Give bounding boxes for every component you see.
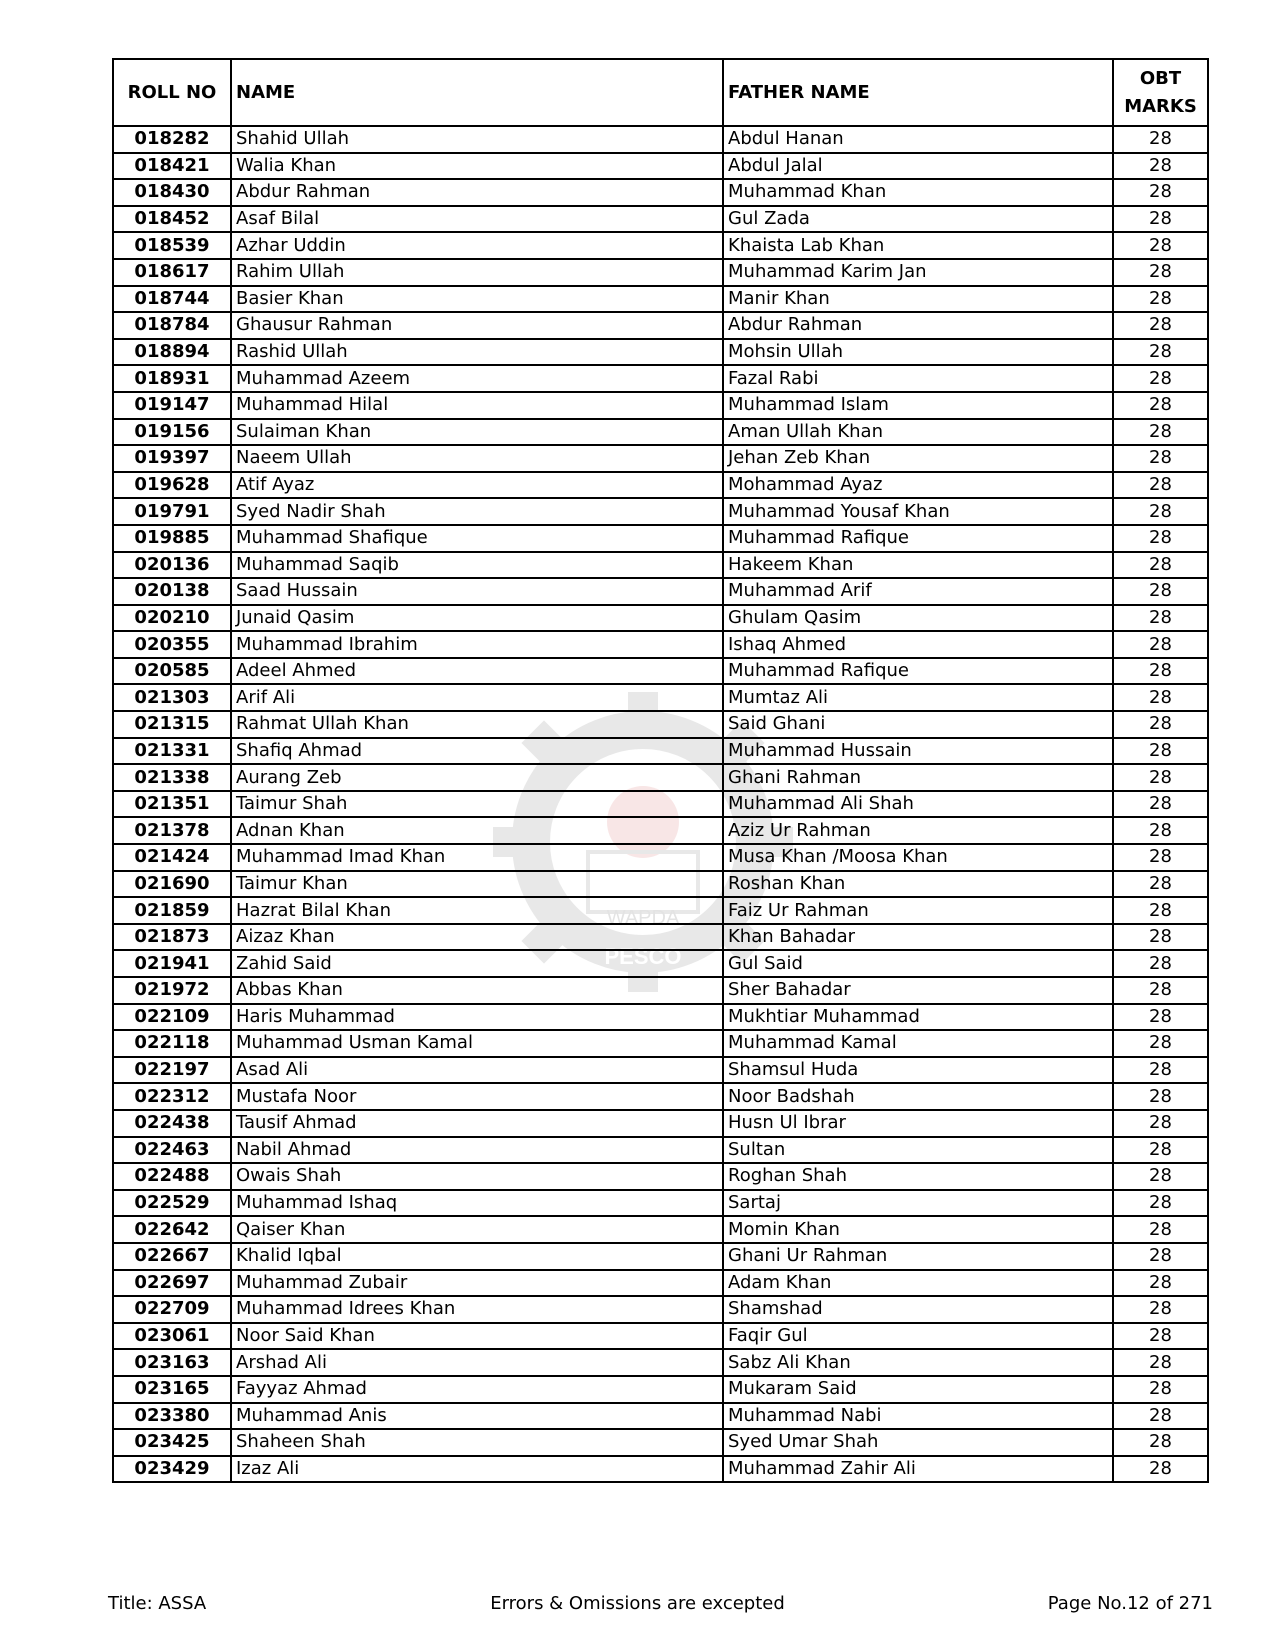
table-row [113,605,1208,632]
father-name-cell: Mukaram Said [723,1376,1113,1403]
father-name-cell: Muhammad Arif [723,578,1113,605]
obt-marks-cell: 28 [1113,1030,1208,1057]
roll-no-cell: 022197 [113,1057,231,1084]
obt-marks-cell: 28 [1113,924,1208,951]
header-marks: MARKS [1124,95,1197,117]
roll-no-cell: 023425 [113,1429,231,1456]
name-cell: Haris Muhammad [231,1004,723,1031]
table-row [113,871,1208,898]
table-row [113,419,1208,446]
father-name-cell: Syed Umar Shah [723,1429,1113,1456]
obt-marks-cell: 28 [1113,1349,1208,1376]
father-name-cell: Ghani Rahman [723,764,1113,791]
father-name-cell: Sabz Ali Khan [723,1349,1113,1376]
father-name-cell: Sartaj [723,1190,1113,1217]
obt-marks-cell: 28 [1113,153,1208,180]
obt-marks-cell: 28 [1113,1456,1208,1483]
name-cell: Adnan Khan [231,817,723,844]
roll-no-cell: 022488 [113,1163,231,1190]
father-name-cell: Muhammad Kamal [723,1030,1113,1057]
father-name-cell: Muhammad Ali Shah [723,791,1113,818]
table-row [113,1163,1208,1190]
obt-marks-cell: 28 [1113,1429,1208,1456]
roll-no-cell: 021941 [113,950,231,977]
father-name-cell: Muhammad Rafique [723,658,1113,685]
obt-marks-cell: 28 [1113,259,1208,286]
obt-marks-cell: 28 [1113,498,1208,525]
obt-marks-cell: 28 [1113,1296,1208,1323]
table-row [113,658,1208,685]
table-row [113,445,1208,472]
father-name-cell: Ghani Ur Rahman [723,1243,1113,1270]
roll-no-cell: 020210 [113,605,231,632]
roll-no-cell: 021972 [113,977,231,1004]
father-name-cell: Aman Ullah Khan [723,419,1113,446]
father-name-cell: Muhammad Islam [723,392,1113,419]
roll-no-cell: 020136 [113,552,231,579]
obt-marks-cell: 28 [1113,897,1208,924]
roll-no-cell: 019628 [113,472,231,499]
table-row [113,259,1208,286]
obt-marks-cell: 28 [1113,1057,1208,1084]
obt-marks-cell: 28 [1113,286,1208,313]
name-cell: Rashid Ullah [231,339,723,366]
father-name-cell: Muhammad Nabi [723,1403,1113,1430]
roll-no-cell: 022667 [113,1243,231,1270]
page-footer [0,1593,1275,1619]
roll-no-cell: 021338 [113,764,231,791]
father-name-cell: Husn Ul Ibrar [723,1110,1113,1137]
header-father-name: FATHER NAME [723,59,1113,126]
father-name-cell: Faqir Gul [723,1323,1113,1350]
obt-marks-cell: 28 [1113,126,1208,153]
obt-marks-cell: 28 [1113,817,1208,844]
father-name-cell: Shamsul Huda [723,1057,1113,1084]
roll-no-cell: 021331 [113,738,231,765]
father-name-cell: Sultan [723,1137,1113,1164]
father-name-cell: Muhammad Khan [723,179,1113,206]
table-row [113,1216,1208,1243]
name-cell: Abdur Rahman [231,179,723,206]
table-row [113,1296,1208,1323]
roll-no-cell: 020138 [113,578,231,605]
father-name-cell: Muhammad Karim Jan [723,259,1113,286]
header-roll-no: ROLL NO [113,59,231,126]
table-row [113,950,1208,977]
father-name-cell: Mohsin Ullah [723,339,1113,366]
obt-marks-cell: 28 [1113,206,1208,233]
roll-no-cell: 018282 [113,126,231,153]
obt-marks-cell: 28 [1113,844,1208,871]
name-cell: Naeem Ullah [231,445,723,472]
father-name-cell: Khaista Lab Khan [723,232,1113,259]
table-row [113,126,1208,153]
obt-marks-cell: 28 [1113,578,1208,605]
father-name-cell: Abdur Rahman [723,312,1113,339]
roll-no-cell: 018784 [113,312,231,339]
name-cell: Muhammad Hilal [231,392,723,419]
obt-marks-cell: 28 [1113,472,1208,499]
name-cell: Asaf Bilal [231,206,723,233]
father-name-cell: Hakeem Khan [723,552,1113,579]
roll-no-cell: 018894 [113,339,231,366]
roll-no-cell: 018539 [113,232,231,259]
roll-no-cell: 022312 [113,1083,231,1110]
name-cell: Nabil Ahmad [231,1137,723,1164]
roll-no-cell: 023380 [113,1403,231,1430]
table-row [113,1137,1208,1164]
obt-marks-cell: 28 [1113,977,1208,1004]
table-row [113,339,1208,366]
obt-marks-cell: 28 [1113,1163,1208,1190]
roll-no-cell: 023061 [113,1323,231,1350]
name-cell: Fayyaz Ahmad [231,1376,723,1403]
father-name-cell: Manir Khan [723,286,1113,313]
name-cell: Taimur Khan [231,871,723,898]
table-row [113,153,1208,180]
results-table [112,58,1209,1483]
obt-marks-cell: 28 [1113,1243,1208,1270]
father-name-cell: Muhammad Rafique [723,525,1113,552]
name-cell: Hazrat Bilal Khan [231,897,723,924]
roll-no-cell: 021351 [113,791,231,818]
roll-no-cell: 021378 [113,817,231,844]
father-name-cell: Fazal Rabi [723,365,1113,392]
father-name-cell: Ghulam Qasim [723,605,1113,632]
obt-marks-cell: 28 [1113,392,1208,419]
roll-no-cell: 022118 [113,1030,231,1057]
header-obt-marks [1113,59,1208,126]
roll-no-cell: 021424 [113,844,231,871]
name-cell: Aurang Zeb [231,764,723,791]
table-row [113,578,1208,605]
name-cell: Tausif Ahmad [231,1110,723,1137]
table-row [113,1429,1208,1456]
table-row [113,1323,1208,1350]
table-row [113,1190,1208,1217]
roll-no-cell: 023429 [113,1456,231,1483]
obt-marks-cell: 28 [1113,1083,1208,1110]
name-cell: Ghausur Rahman [231,312,723,339]
obt-marks-cell: 28 [1113,764,1208,791]
father-name-cell: Roshan Khan [723,871,1113,898]
obt-marks-cell: 28 [1113,1323,1208,1350]
name-cell: Azhar Uddin [231,232,723,259]
roll-no-cell: 019397 [113,445,231,472]
obt-marks-cell: 28 [1113,525,1208,552]
obt-marks-cell: 28 [1113,950,1208,977]
table-row [113,1057,1208,1084]
table-row [113,392,1208,419]
obt-marks-cell: 28 [1113,605,1208,632]
father-name-cell: Muhammad Hussain [723,738,1113,765]
name-cell: Muhammad Azeem [231,365,723,392]
name-cell: Abbas Khan [231,977,723,1004]
name-cell: Muhammad Shafique [231,525,723,552]
table-row [113,738,1208,765]
roll-no-cell: 018617 [113,259,231,286]
table-row [113,977,1208,1004]
table-row [113,631,1208,658]
father-name-cell: Gul Zada [723,206,1113,233]
father-name-cell: Muhammad Yousaf Khan [723,498,1113,525]
obt-marks-cell: 28 [1113,419,1208,446]
father-name-cell: Said Ghani [723,711,1113,738]
father-name-cell: Muhammad Zahir Ali [723,1456,1113,1483]
roll-no-cell: 019885 [113,525,231,552]
obt-marks-cell: 28 [1113,631,1208,658]
table-row [113,1456,1208,1483]
table-row [113,1083,1208,1110]
table-row [113,232,1208,259]
roll-no-cell: 022438 [113,1110,231,1137]
father-name-cell: Mohammad Ayaz [723,472,1113,499]
father-name-cell: Gul Said [723,950,1113,977]
name-cell: Muhammad Imad Khan [231,844,723,871]
obt-marks-cell: 28 [1113,658,1208,685]
obt-marks-cell: 28 [1113,1270,1208,1297]
name-cell: Asad Ali [231,1057,723,1084]
obt-marks-cell: 28 [1113,684,1208,711]
header-obt: OBT [1139,67,1182,89]
roll-no-cell: 018452 [113,206,231,233]
father-name-cell: Musa Khan /Moosa Khan [723,844,1113,871]
obt-marks-cell: 28 [1113,365,1208,392]
name-cell: Arif Ali [231,684,723,711]
table-row [113,764,1208,791]
table-row [113,1030,1208,1057]
father-name-cell: Roghan Shah [723,1163,1113,1190]
obt-marks-cell: 28 [1113,1216,1208,1243]
father-name-cell: Momin Khan [723,1216,1113,1243]
father-name-cell: Sher Bahadar [723,977,1113,1004]
name-cell: Shahid Ullah [231,126,723,153]
roll-no-cell: 021315 [113,711,231,738]
watermark-inner-text: WAPDA [606,907,680,929]
obt-marks-cell: 28 [1113,179,1208,206]
table-row [113,1349,1208,1376]
obt-marks-cell: 28 [1113,1137,1208,1164]
table-row [113,1403,1208,1430]
roll-no-cell: 021873 [113,924,231,951]
father-name-cell: Ishaq Ahmed [723,631,1113,658]
header-name: NAME [231,59,723,126]
roll-no-cell: 021690 [113,871,231,898]
name-cell: Zahid Said [231,950,723,977]
roll-no-cell: 023165 [113,1376,231,1403]
roll-no-cell: 022529 [113,1190,231,1217]
roll-no-cell: 018430 [113,179,231,206]
footer-disclaimer: Errors & Omissions are excepted [490,1593,785,1614]
roll-no-cell: 020585 [113,658,231,685]
table-row [113,1270,1208,1297]
name-cell: Basier Khan [231,286,723,313]
obt-marks-cell: 28 [1113,738,1208,765]
name-cell: Rahim Ullah [231,259,723,286]
name-cell: Noor Said Khan [231,1323,723,1350]
name-cell: Muhammad Saqib [231,552,723,579]
name-cell: Sulaiman Khan [231,419,723,446]
table-row [113,844,1208,871]
name-cell: Mustafa Noor [231,1083,723,1110]
obt-marks-cell: 28 [1113,711,1208,738]
name-cell: Owais Shah [231,1163,723,1190]
roll-no-cell: 021303 [113,684,231,711]
roll-no-cell: 023163 [113,1349,231,1376]
name-cell: Shaheen Shah [231,1429,723,1456]
name-cell: Muhammad Idrees Khan [231,1296,723,1323]
name-cell: Syed Nadir Shah [231,498,723,525]
table-row [113,498,1208,525]
table-row [113,179,1208,206]
obt-marks-cell: 28 [1113,312,1208,339]
father-name-cell: Jehan Zeb Khan [723,445,1113,472]
obt-marks-cell: 28 [1113,1004,1208,1031]
roll-no-cell: 022642 [113,1216,231,1243]
table-row [113,552,1208,579]
table-row [113,472,1208,499]
roll-no-cell: 021859 [113,897,231,924]
watermark-bottom-text: PESCO [604,944,682,969]
table-row [113,312,1208,339]
roll-no-cell: 022463 [113,1137,231,1164]
name-cell: Muhammad Ishaq [231,1190,723,1217]
roll-no-cell: 019147 [113,392,231,419]
roll-no-cell: 022709 [113,1296,231,1323]
father-name-cell: Abdul Jalal [723,153,1113,180]
table-row [113,1376,1208,1403]
table-row [113,897,1208,924]
table-row [113,817,1208,844]
table-row [113,924,1208,951]
father-name-cell: Aziz Ur Rahman [723,817,1113,844]
table-row [113,1110,1208,1137]
name-cell: Muhammad Usman Kamal [231,1030,723,1057]
roll-no-cell: 019791 [113,498,231,525]
roll-no-cell: 018744 [113,286,231,313]
table-row [113,791,1208,818]
name-cell: Rahmat Ullah Khan [231,711,723,738]
table-row [113,1004,1208,1031]
obt-marks-cell: 28 [1113,1403,1208,1430]
name-cell: Arshad Ali [231,1349,723,1376]
father-name-cell: Noor Badshah [723,1083,1113,1110]
obt-marks-cell: 28 [1113,445,1208,472]
father-name-cell: Mukhtiar Muhammad [723,1004,1113,1031]
name-cell: Junaid Qasim [231,605,723,632]
name-cell: Aizaz Khan [231,924,723,951]
name-cell: Qaiser Khan [231,1216,723,1243]
name-cell: Atif Ayaz [231,472,723,499]
table-row [113,1243,1208,1270]
father-name-cell: Khan Bahadar [723,924,1113,951]
name-cell: Khalid Iqbal [231,1243,723,1270]
name-cell: Muhammad Zubair [231,1270,723,1297]
obt-marks-cell: 28 [1113,1190,1208,1217]
obt-marks-cell: 28 [1113,1376,1208,1403]
name-cell: Walia Khan [231,153,723,180]
name-cell: Taimur Shah [231,791,723,818]
roll-no-cell: 018931 [113,365,231,392]
table-row [113,365,1208,392]
father-name-cell: Adam Khan [723,1270,1113,1297]
header-row [113,59,1208,126]
table-row [113,684,1208,711]
name-cell: Muhammad Anis [231,1403,723,1430]
footer-title: Title: ASSA [108,1593,207,1614]
name-cell: Muhammad Ibrahim [231,631,723,658]
obt-marks-cell: 28 [1113,871,1208,898]
name-cell: Shafiq Ahmad [231,738,723,765]
obt-marks-cell: 28 [1113,552,1208,579]
obt-marks-cell: 28 [1113,339,1208,366]
father-name-cell: Faiz Ur Rahman [723,897,1113,924]
footer-page-number: Page No.12 of 271 [1047,1593,1213,1614]
obt-marks-cell: 28 [1113,1110,1208,1137]
table-row [113,525,1208,552]
table-row [113,206,1208,233]
obt-marks-cell: 28 [1113,791,1208,818]
father-name-cell: Shamshad [723,1296,1113,1323]
name-cell: Izaz Ali [231,1456,723,1483]
name-cell: Adeel Ahmed [231,658,723,685]
roll-no-cell: 020355 [113,631,231,658]
roll-no-cell: 022109 [113,1004,231,1031]
obt-marks-cell: 28 [1113,232,1208,259]
roll-no-cell: 019156 [113,419,231,446]
roll-no-cell: 018421 [113,153,231,180]
father-name-cell: Mumtaz Ali [723,684,1113,711]
table-row [113,286,1208,313]
father-name-cell: Abdul Hanan [723,126,1113,153]
name-cell: Saad Hussain [231,578,723,605]
roll-no-cell: 022697 [113,1270,231,1297]
table-row [113,711,1208,738]
